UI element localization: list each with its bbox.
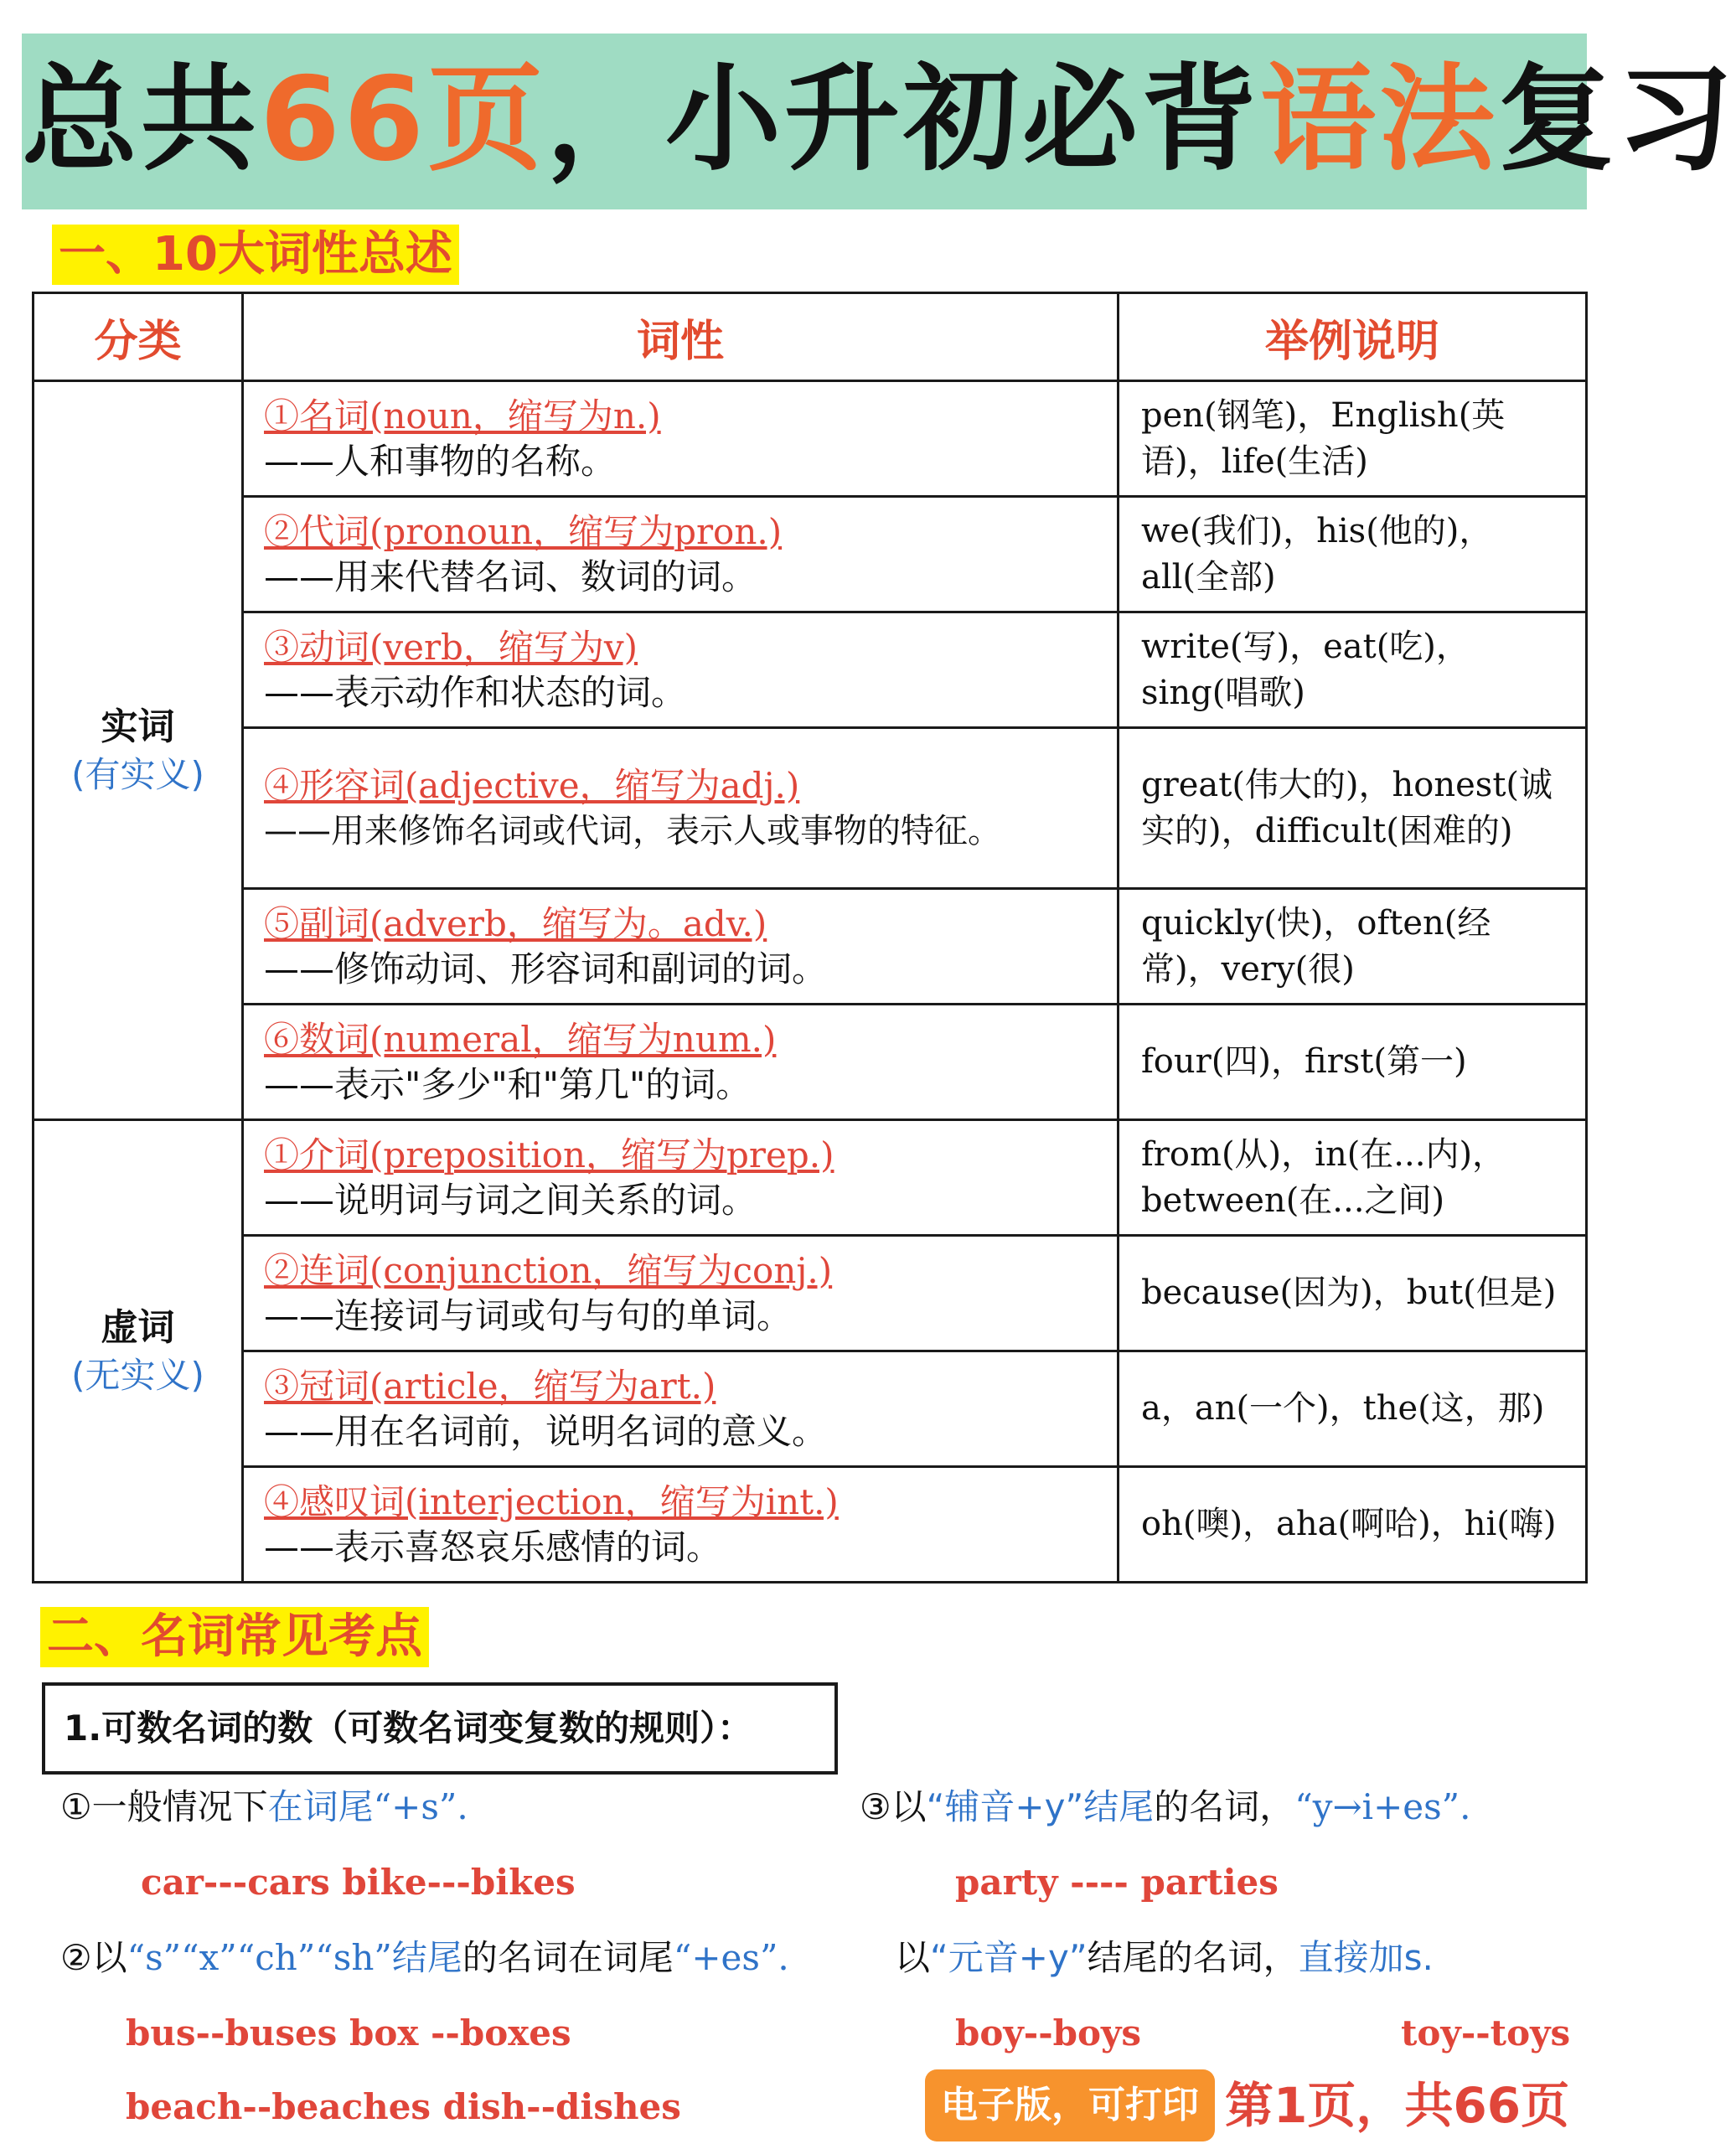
category-note: (有实义): [71, 753, 204, 795]
parts-of-speech-table: [32, 292, 1588, 1583]
pos-description: ——用来修饰名词或代词，表示人或事物的特征。: [264, 811, 1001, 850]
pos-name: ⑤副词(adverb，缩写为。adv.): [264, 902, 767, 944]
rule-highlight: “y→i+es”.: [1294, 1786, 1471, 1827]
table-row: [34, 1351, 1587, 1467]
pos-description: ——用来代替名词、数词的词。: [264, 555, 757, 597]
pos-name: ③冠词(article，缩写为art.): [264, 1365, 716, 1407]
header-category: 分类: [34, 293, 243, 381]
pos-description: ——说明词与词之间关系的词。: [264, 1179, 757, 1221]
pos-cell: [243, 1467, 1119, 1583]
example-cell: oh(噢)，aha(啊哈)，hi(嗨): [1119, 1467, 1587, 1583]
pos-cell: [243, 1236, 1119, 1351]
rule-2-examples-more: beach--beaches dish--dishes: [126, 2086, 681, 2127]
rule-text: ①一般情况下: [60, 1786, 268, 1827]
rule-3: [860, 1785, 1471, 1830]
rule-2: [60, 1935, 789, 1981]
pos-name: ④感叹词(interjection，缩写为int.): [264, 1480, 839, 1522]
table-row: [34, 1005, 1587, 1120]
plural-rules-heading-box: 1.可数名词的数（可数名词变复数的规则）：: [42, 1682, 838, 1775]
section-heading-parts-of-speech: 一、10大词性总述: [52, 225, 459, 285]
rule-text: ③以: [860, 1786, 927, 1827]
example-cell: we(我们)，his(他的)，all(全部): [1119, 497, 1587, 612]
pos-description: ——表示"多少"和"第几"的词。: [264, 1063, 752, 1105]
example-cell: a，an(一个)，the(这，那): [1119, 1351, 1587, 1467]
rule-highlight: 直接加s.: [1298, 1937, 1434, 1978]
pos-name: ④形容词(adjective，缩写为adj.): [264, 764, 800, 806]
rule-text: 的名词，: [1154, 1786, 1295, 1827]
header-examples: 举例说明: [1119, 293, 1587, 381]
title-banner: [22, 34, 1736, 209]
pos-cell: [243, 612, 1119, 728]
rule-text: ②以: [60, 1937, 127, 1978]
table-row: [34, 381, 1587, 497]
rule-text: 结尾的名词，: [1087, 1937, 1299, 1978]
header-part-of-speech: 词性: [243, 293, 1119, 381]
pos-cell: [243, 1351, 1119, 1467]
rule-text: 的名词在词尾: [462, 1937, 674, 1978]
pos-cell: [243, 381, 1119, 497]
pos-name: ⑥数词(numeral，缩写为num.): [264, 1018, 777, 1060]
page-indicator: 第1页，共66页: [1225, 2077, 1570, 2134]
pos-name: ②代词(pronoun，缩写为pron.): [264, 510, 783, 552]
page-title: [22, 52, 1736, 187]
rule-1: [60, 1785, 468, 1830]
title-part: ，小升初必背: [546, 52, 1261, 187]
rule-text: 以: [895, 1937, 931, 1978]
title-part: 复习: [1498, 52, 1736, 187]
category-function-words: [34, 1120, 243, 1583]
example-cell: because(因为)，but(但是): [1119, 1236, 1587, 1351]
pos-description: ——表示喜怒哀乐感情的词。: [264, 1526, 722, 1568]
pos-description: ——连接词与词或句与句的单词。: [264, 1294, 793, 1336]
category-note: (无实义): [71, 1354, 204, 1396]
rule-highlight: 在词尾“+s”.: [267, 1786, 468, 1827]
example-cell: from(从)，in(在...内)，between(在...之间): [1119, 1120, 1587, 1236]
example-cell: write(写)，eat(吃)，sing(唱歌): [1119, 612, 1587, 728]
example-cell: quickly(快)，often(经常)，very(很): [1119, 889, 1587, 1005]
rule-4-example: toy--toys: [1401, 2012, 1571, 2054]
category-name: 实词: [101, 705, 175, 748]
printable-badge: 电子版，可打印: [925, 2069, 1215, 2141]
example-cell: great(伟大的)，honest(诚实的)，difficult(困难的): [1119, 728, 1587, 889]
table-row: [34, 1236, 1587, 1351]
table-row: [34, 889, 1587, 1005]
table-row: [34, 612, 1587, 728]
pos-description: ——修饰动词、形容词和副词的词。: [264, 948, 828, 989]
pos-name: ①介词(preposition，缩写为prep.): [264, 1134, 834, 1175]
pos-cell: [243, 728, 1119, 889]
table-row: [34, 1120, 1587, 1236]
title-part: 总共: [22, 52, 261, 187]
pos-description: ——表示动作和状态的词。: [264, 671, 687, 713]
table-row: [34, 1467, 1587, 1583]
rule-1-examples: car---cars bike---bikes: [141, 1862, 576, 1903]
rule-4: [895, 1935, 1434, 1981]
pos-name: ②连词(conjunction，缩写为conj.): [264, 1249, 833, 1291]
rule-highlight: “元音+y”: [930, 1937, 1088, 1978]
pos-cell: [243, 1005, 1119, 1120]
table-header-row: [34, 293, 1587, 381]
pos-cell: [243, 889, 1119, 1005]
table-row: [34, 728, 1587, 889]
table-row: [34, 497, 1587, 612]
rule-2-examples: bus--buses box --boxes: [126, 2012, 571, 2054]
pos-description: ——人和事物的名称。: [264, 440, 617, 482]
rule-highlight: “辅音+y”结尾: [926, 1786, 1155, 1827]
pos-cell: [243, 1120, 1119, 1236]
section-heading-noun-points: 二、名词常见考点: [40, 1607, 429, 1667]
category-name: 虚词: [101, 1305, 175, 1349]
pos-name: ③动词(verb，缩写为v): [264, 626, 638, 668]
rule-highlight: “s”“x”“ch”“sh”结尾: [127, 1937, 462, 1978]
pos-cell: [243, 497, 1119, 612]
title-highlight: 语法: [1260, 52, 1499, 187]
pos-description: ——用在名词前，说明名词的意义。: [264, 1410, 828, 1452]
title-page-count: 66页: [260, 52, 547, 187]
example-cell: pen(钢笔)，English(英语)，life(生活): [1119, 381, 1587, 497]
pos-name: ①名词(noun，缩写为n.): [264, 395, 661, 437]
rule-3-examples: party ---- parties: [955, 1862, 1279, 1903]
rule-highlight: “+es”.: [673, 1937, 789, 1978]
category-content-words: [34, 381, 243, 1120]
rule-4-example: boy--boys: [955, 2012, 1142, 2054]
example-cell: four(四)，first(第一): [1119, 1005, 1587, 1120]
